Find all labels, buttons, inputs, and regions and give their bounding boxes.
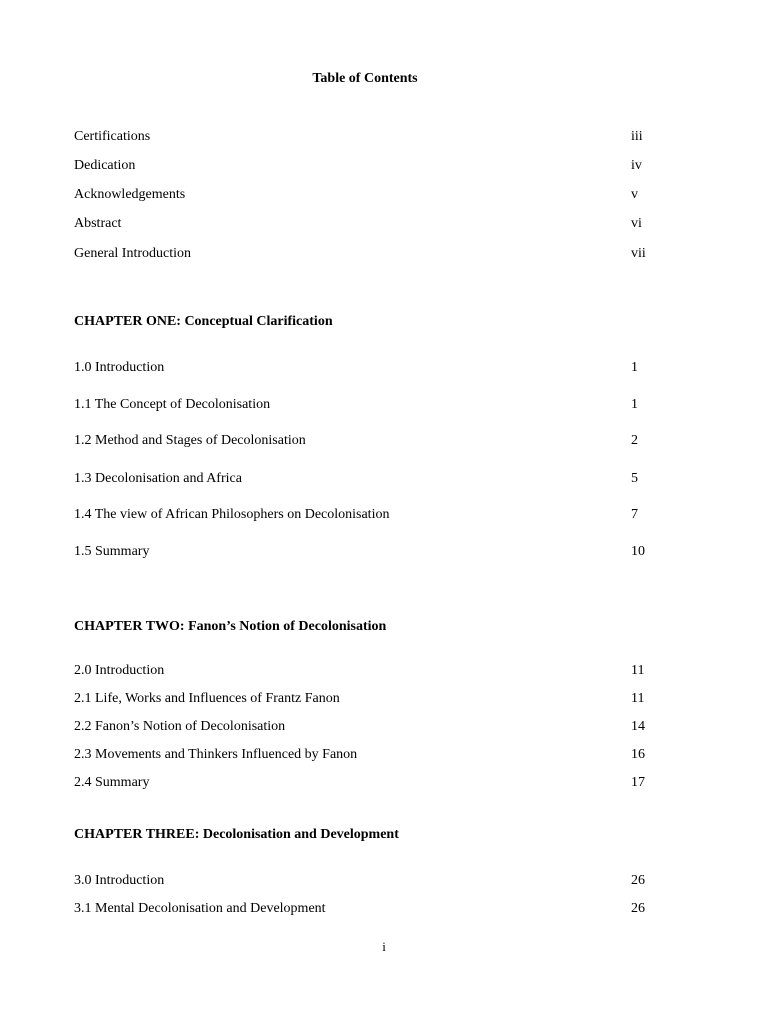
toc-entry-page: v xyxy=(631,187,638,202)
toc-entry-label: 2.4 Summary xyxy=(74,775,150,790)
toc-entry-label: 2.3 Movements and Thinkers Influenced by Fanon xyxy=(74,747,358,762)
toc-entry-label: General Introduction xyxy=(74,246,192,261)
toc-entry-label: 2.1 Life, Works and Influences of Frantz Fanon xyxy=(74,691,340,706)
chapter-heading: CHAPTER THREE: Decolonisation and Development xyxy=(74,827,399,842)
toc-entry-label: 1.4 The view of African Philosophers on Decolonisation xyxy=(74,507,390,522)
toc-entry-page: 26 xyxy=(631,901,645,916)
toc-entry-label: 2.2 Fanon’s Notion of Decolonisation xyxy=(74,719,286,734)
toc-entry-page: 1 xyxy=(631,397,638,412)
toc-entry-page: iv xyxy=(631,158,642,173)
toc-entry-page: 1 xyxy=(631,360,638,375)
toc-entry-label: 1.3 Decolonisation and Africa xyxy=(74,471,242,486)
toc-entry-label: 3.0 Introduction xyxy=(74,873,165,888)
toc-entry-label: Acknowledgements xyxy=(74,187,186,202)
chapter-heading: CHAPTER TWO: Fanon’s Notion of Decolonisation xyxy=(74,619,387,634)
toc-entry-page: 10 xyxy=(631,544,645,559)
page-title: Table of Contents xyxy=(312,71,418,86)
toc-entry-page: 7 xyxy=(631,507,638,522)
page-number: i xyxy=(382,939,386,954)
toc-entry-page: 17 xyxy=(631,775,645,790)
toc-entry-page: iii xyxy=(631,129,643,144)
toc-entry-label: 3.1 Mental Decolonisation and Development xyxy=(74,901,326,916)
toc-entry-label: Dedication xyxy=(74,158,136,173)
toc-entry-page: 11 xyxy=(631,663,645,678)
toc-entry-label: Certifications xyxy=(74,129,151,144)
toc-entry-page: vi xyxy=(631,216,642,231)
toc-entry-page: 16 xyxy=(631,747,645,762)
toc-entry-page: vii xyxy=(631,246,646,261)
toc-entry-page: 14 xyxy=(631,719,645,734)
toc-entry-page: 5 xyxy=(631,471,638,486)
toc-entry-label: 1.5 Summary xyxy=(74,544,150,559)
toc-entry-label: 1.0 Introduction xyxy=(74,360,165,375)
toc-entry-label: 2.0 Introduction xyxy=(74,663,165,678)
toc-entry-label: 1.1 The Concept of Decolonisation xyxy=(74,397,271,412)
toc-entry-page: 2 xyxy=(631,433,638,448)
toc-entry-page: 26 xyxy=(631,873,645,888)
toc-entry-label: Abstract xyxy=(74,216,122,231)
toc-entry-page: 11 xyxy=(631,691,645,706)
toc-entry-label: 1.2 Method and Stages of Decolonisation xyxy=(74,433,306,448)
chapter-heading: CHAPTER ONE: Conceptual Clarification xyxy=(74,314,333,329)
